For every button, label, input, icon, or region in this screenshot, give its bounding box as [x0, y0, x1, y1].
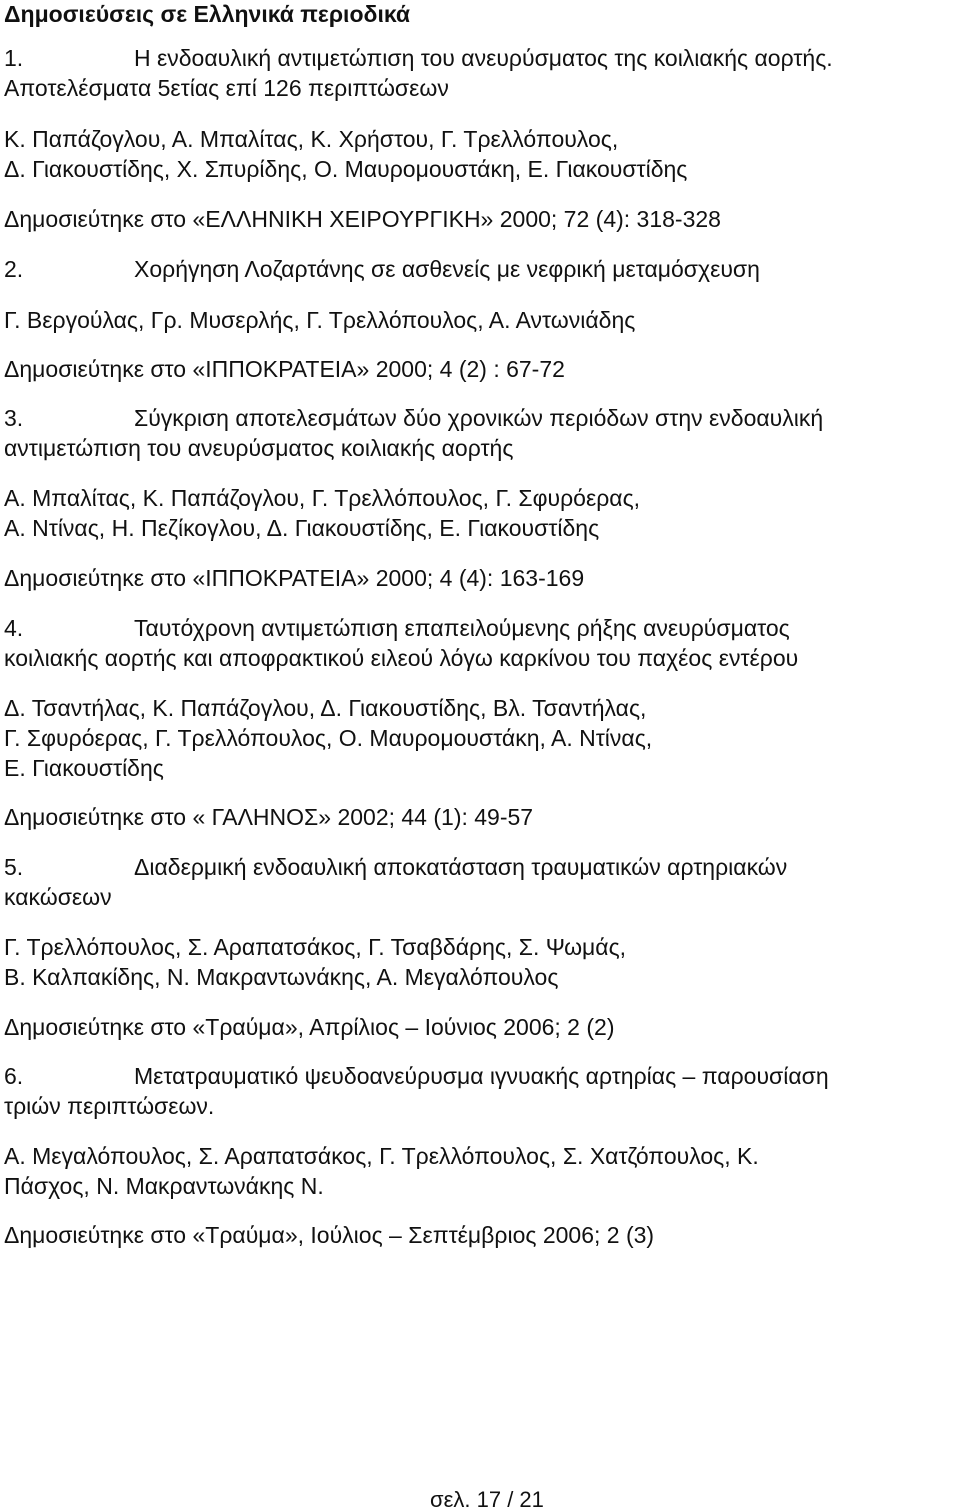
publication-venue: Δημοσιεύτηκε στο «Τραύμα», Ιούλιος – Σεπτέμβριος 2006; 2 (3)	[4, 1222, 655, 1248]
publication-number: 4.	[4, 615, 24, 641]
publication-venue: Δημοσιεύτηκε στο «Τραύμα», Απρίλιος – Ιούνιος 2006; 2 (2)	[4, 1014, 615, 1040]
publication-title: κοιλιακής αορτής και αποφρακτικού ειλεού λόγω καρκίνου του παχέος εντέρου	[4, 645, 799, 671]
publication-venue: Δημοσιεύτηκε στο «ΙΠΠΟΚΡΑΤΕΙΑ» 2000; 4 (4): 163-169	[4, 565, 585, 591]
publication-number: 5.	[4, 854, 24, 880]
publication-authors: Πάσχος, Ν. Μακραντωνάκης Ν.	[4, 1173, 324, 1199]
publication-title: αντιμετώπιση του ανευρύσματος κοιλιακής αορτής	[4, 435, 514, 461]
publication-title: Η ενδοαυλική αντιμετώπιση του ανευρύσματος της κοιλιακής αορτής.	[134, 45, 833, 71]
publication-title: τριών περιπτώσεων.	[4, 1093, 215, 1119]
publication-number: 6.	[4, 1063, 24, 1089]
publication-number: 1.	[4, 45, 24, 71]
publication-number: 3.	[4, 405, 24, 431]
publication-authors: Ε. Γιακουστίδης	[4, 755, 164, 781]
publication-authors: Α. Μπαλίτας, Κ. Παπάζογλου, Γ. Τρελλόπουλος, Γ. Σφυρόερας,	[4, 485, 641, 511]
publication-title: Χορήγηση Λοζαρτάνης σε ασθενείς με νεφρική μεταμόσχευση	[134, 256, 760, 282]
publication-title: Σύγκριση αποτελεσμάτων δύο χρονικών περιόδων στην ενδοαυλική	[134, 405, 824, 431]
publication-authors: Δ. Γιακουστίδης, Χ. Σπυρίδης, Ο. Μαυρομουστάκη, Ε. Γιακουστίδης	[4, 156, 688, 182]
publication-authors: Δ. Τσαντήλας, Κ. Παπάζογλου, Δ. Γιακουστίδης, Βλ. Τσαντήλας,	[4, 695, 647, 721]
publication-authors: Β. Καλπακίδης, Ν. Μακραντωνάκης, Α. Μεγαλόπουλος	[4, 964, 559, 990]
publication-venue: Δημοσιεύτηκε στο «ΕΛΛΗΝΙΚΗ ΧΕΙΡΟΥΡΓΙΚΗ» 2000; 72 (4): 318-328	[4, 206, 721, 232]
publication-authors: Γ. Τρελλόπουλος, Σ. Αραπατσάκος, Γ. Τσαβδάρης, Σ. Ψωμάς,	[4, 934, 627, 960]
publication-authors: Α. Μεγαλόπουλος, Σ. Αραπατσάκος, Γ. Τρελλόπουλος, Σ. Χατζόπουλος, Κ.	[4, 1143, 759, 1169]
publication-title: Μετατραυματικό ψευδοανεύρυσμα ιγνυακής αρτηρίας – παρουσίαση	[134, 1063, 829, 1089]
publication-venue: Δημοσιεύτηκε στο «ΙΠΠΟΚΡΑΤΕΙΑ» 2000; 4 (2) : 67-72	[4, 356, 565, 382]
publication-title: κακώσεων	[4, 884, 112, 910]
page-number: σελ. 17 / 21	[430, 1487, 544, 1512]
publication-venue: Δημοσιεύτηκε στο « ΓΑΛΗΝΟΣ» 2002; 44 (1): 49-57	[4, 804, 534, 830]
page-heading: Δημοσιεύσεις σε Ελληνικά περιοδικά	[4, 1, 411, 27]
publication-number: 2.	[4, 256, 24, 282]
publication-authors: Γ. Βεργούλας, Γρ. Μυσερλής, Γ. Τρελλόπουλος, Α. Αντωνιάδης	[4, 307, 636, 333]
publication-title: Ταυτόχρονη αντιμετώπιση επαπειλούμενης ρήξης ανευρύσματος	[134, 615, 790, 641]
publication-authors: Κ. Παπάζογλου, Α. Μπαλίτας, Κ. Χρήστου, Γ. Τρελλόπουλος,	[4, 126, 619, 152]
publication-authors: Α. Ντίνας, Η. Πεζίκογλου, Δ. Γιακουστίδης, Ε. Γιακουστίδης	[4, 515, 600, 541]
publication-authors: Γ. Σφυρόερας, Γ. Τρελλόπουλος, Ο. Μαυρομουστάκη, Α. Ντίνας,	[4, 725, 653, 751]
publication-title: Αποτελέσματα 5ετίας επί 126 περιπτώσεων	[4, 75, 449, 101]
publication-title: Διαδερμική ενδοαυλική αποκατάσταση τραυματικών αρτηριακών	[134, 854, 788, 880]
